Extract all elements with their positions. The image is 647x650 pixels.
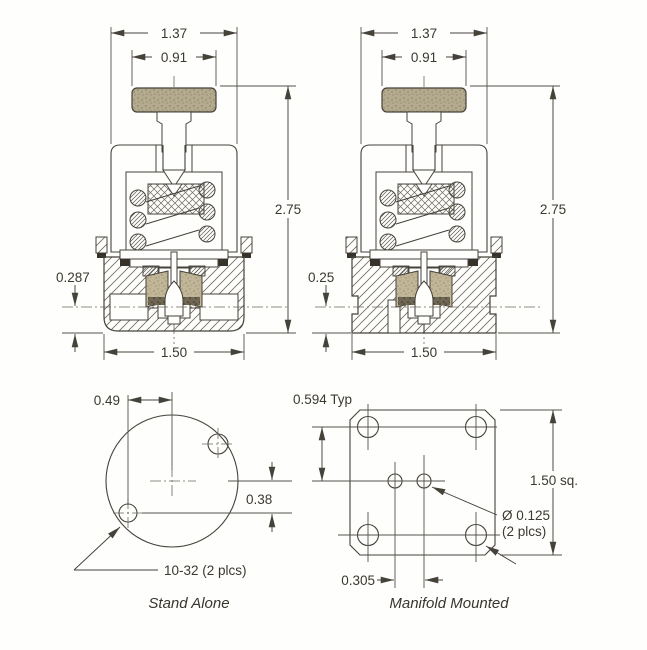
dim-knob-left-label: 0.91 (160, 50, 188, 65)
dim-hole-pitch-label: 0.594 Typ (293, 392, 353, 407)
dim-hole-offset-label: 0.49 (93, 393, 120, 408)
dim-port-left (56, 270, 103, 352)
dim-base-left-label: 1.50 (160, 345, 188, 360)
caption-manifold-mounted: Manifold Mounted (389, 595, 509, 612)
bottom-view-stand-alone (74, 392, 292, 612)
dim-hole-drop (142, 462, 292, 532)
mounting-hole-upper (202, 428, 234, 460)
dim-port-right (308, 270, 351, 352)
bottom-view-manifold (293, 392, 587, 612)
pilot-holes (312, 455, 445, 588)
dim-hole-drop-label: 0.38 (246, 492, 273, 507)
thread-callout-label: 10-32 (2 plcs) (164, 563, 247, 578)
dim-base-right-label: 1.50 (410, 345, 438, 360)
dim-height-left-label: 2.75 (274, 202, 302, 217)
dim-width-right-label: 1.37 (410, 26, 438, 41)
pilot-hole-callout-line2: (2 plcs) (502, 524, 547, 539)
dim-knob-right-label: 0.91 (410, 50, 438, 65)
front-view-stand-alone (56, 24, 306, 360)
dim-square-size-label: 1.50 sq. (530, 473, 579, 488)
corner-holes (312, 404, 500, 562)
front-view-manifold (308, 24, 571, 360)
pilot-hole-callout (432, 487, 550, 539)
dim-hole-offset (94, 393, 172, 505)
dim-hole-pitch (293, 392, 352, 481)
thread-callout (74, 527, 247, 578)
dim-hole-spacing (341, 573, 443, 588)
caption-stand-alone: Stand Alone (148, 595, 230, 612)
manifold-plate-outline (350, 410, 495, 555)
dim-width-left-label: 1.37 (160, 26, 188, 41)
dim-height-right-label: 2.75 (539, 202, 567, 217)
pilot-hole-callout-line1: Ø 0.125 (502, 508, 551, 523)
dim-port-left-label: 0.287 (56, 270, 90, 285)
dim-port-right-label: 0.25 (308, 270, 335, 285)
dim-hole-spacing-label: 0.305 (341, 573, 375, 588)
